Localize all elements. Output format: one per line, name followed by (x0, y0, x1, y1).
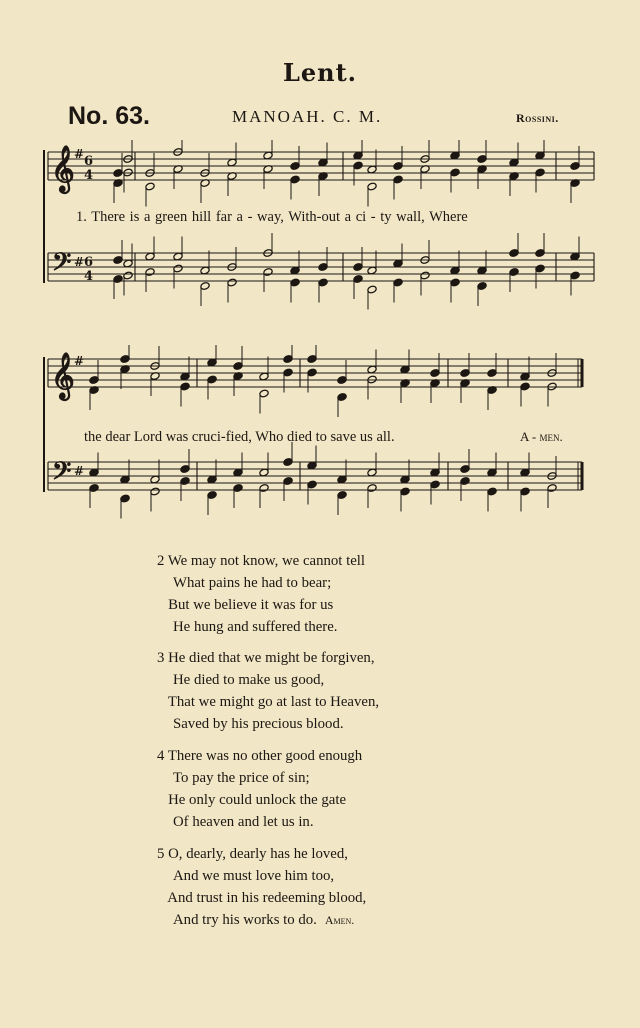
verse-5: 5 O, dearly, dearly has he loved, And we must love him too, And trust in his redeeming blood, And try his works to do. Amen. (157, 846, 367, 928)
music-system-1 (0, 140, 640, 315)
sharp-icon: # (74, 147, 85, 161)
sharp-icon: # (74, 354, 85, 368)
verse-4: 4 There was no other good enough To pay the price of sin; He only could unlock the gate Of heaven and let us in. (157, 748, 363, 830)
bass-clef-icon: 𝄢 (52, 248, 72, 283)
time-signature-top: 6 (84, 154, 94, 169)
time-signature-bottom: 4 (84, 168, 94, 183)
time-signature-bottom: 4 (84, 269, 94, 284)
lyrics-line-1: 1. There is a green hill far a - way, With-out a ci - ty wall, Where (76, 209, 468, 225)
tune-name: MANOAH. C. M. (232, 107, 383, 126)
verse-2: 2 We may not know, we cannot tell What pains he had to bear; But we believe it was for us He hung and suffered there. (157, 553, 365, 635)
verse-amen: Amen. (324, 913, 355, 927)
composer-name: Rossini. (516, 111, 559, 125)
hymn-number: No. 63. (68, 102, 150, 130)
treble-clef-icon: 𝄞 (51, 146, 75, 192)
lyrics-line-2: the dear Lord was cruci-fied, Who died to save us all. (84, 429, 395, 445)
time-signature-top: 6 (84, 255, 94, 270)
bass-clef-icon: 𝄢 (52, 457, 72, 492)
verse-number: 5 (157, 846, 165, 862)
sharp-icon: # (74, 464, 85, 478)
verse-number: 4 (157, 748, 165, 764)
sharp-icon: # (74, 255, 85, 269)
section-title: Lent. (282, 58, 358, 87)
treble-clef-icon: 𝄞 (51, 353, 75, 399)
verse-number: 3 (157, 650, 165, 666)
verse-number: 2 (157, 553, 165, 569)
lyrics-amen: A - men. (520, 429, 563, 444)
verse-3: 3 He died that we might be forgiven, He died to make us good, That we might go at last to Heaven, Saved by his precious blood. (157, 650, 380, 732)
